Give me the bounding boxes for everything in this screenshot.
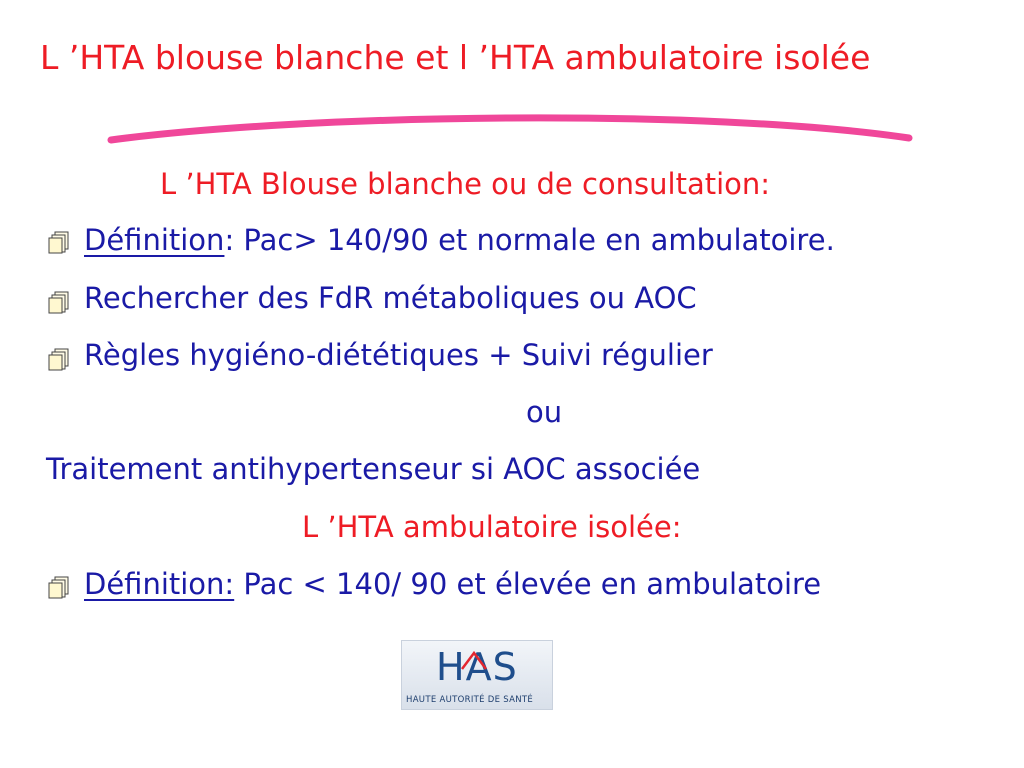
bullet-definition-ambulatoire	[84, 566, 821, 602]
section-heading-ambulatoire: L ’HTA ambulatoire isolée:	[302, 510, 682, 544]
decorative-swoosh	[105, 108, 915, 148]
section-heading-blouse-blanche: L ’HTA Blouse blanche ou de consultation:	[160, 167, 771, 201]
bullet-definition-blouse-blanche	[84, 222, 835, 258]
pages-stack-icon	[46, 574, 72, 600]
definition-text: : Pac> 140/90 et normale en ambulatoire.	[224, 223, 835, 257]
pages-stack-icon	[46, 346, 72, 372]
has-logo-mark-icon	[460, 651, 490, 671]
has-logo-subtitle: HAUTE AUTORITÉ DE SANTÉ	[406, 695, 534, 705]
slide-title: L ’HTA blouse blanche et l ’HTA ambulatoire isolée	[40, 38, 871, 77]
or-separator: ou	[526, 395, 563, 429]
definition-label: Définition	[84, 223, 225, 257]
has-logo-letters: HAS	[436, 645, 518, 689]
pages-stack-icon	[46, 289, 72, 315]
definition-label: Définition:	[84, 567, 235, 601]
definition-text: Pac < 140/ 90 et élevée en ambulatoire	[234, 567, 822, 601]
has-logo	[401, 640, 553, 710]
pages-stack-icon	[46, 229, 72, 255]
treatment-line: Traitement antihypertenseur si AOC associée	[46, 452, 701, 486]
bullet-rechercher: Rechercher des FdR métaboliques ou AOC	[84, 281, 697, 315]
bullet-regles: Règles hygiéno-diététiques + Suivi régulier	[84, 338, 713, 372]
